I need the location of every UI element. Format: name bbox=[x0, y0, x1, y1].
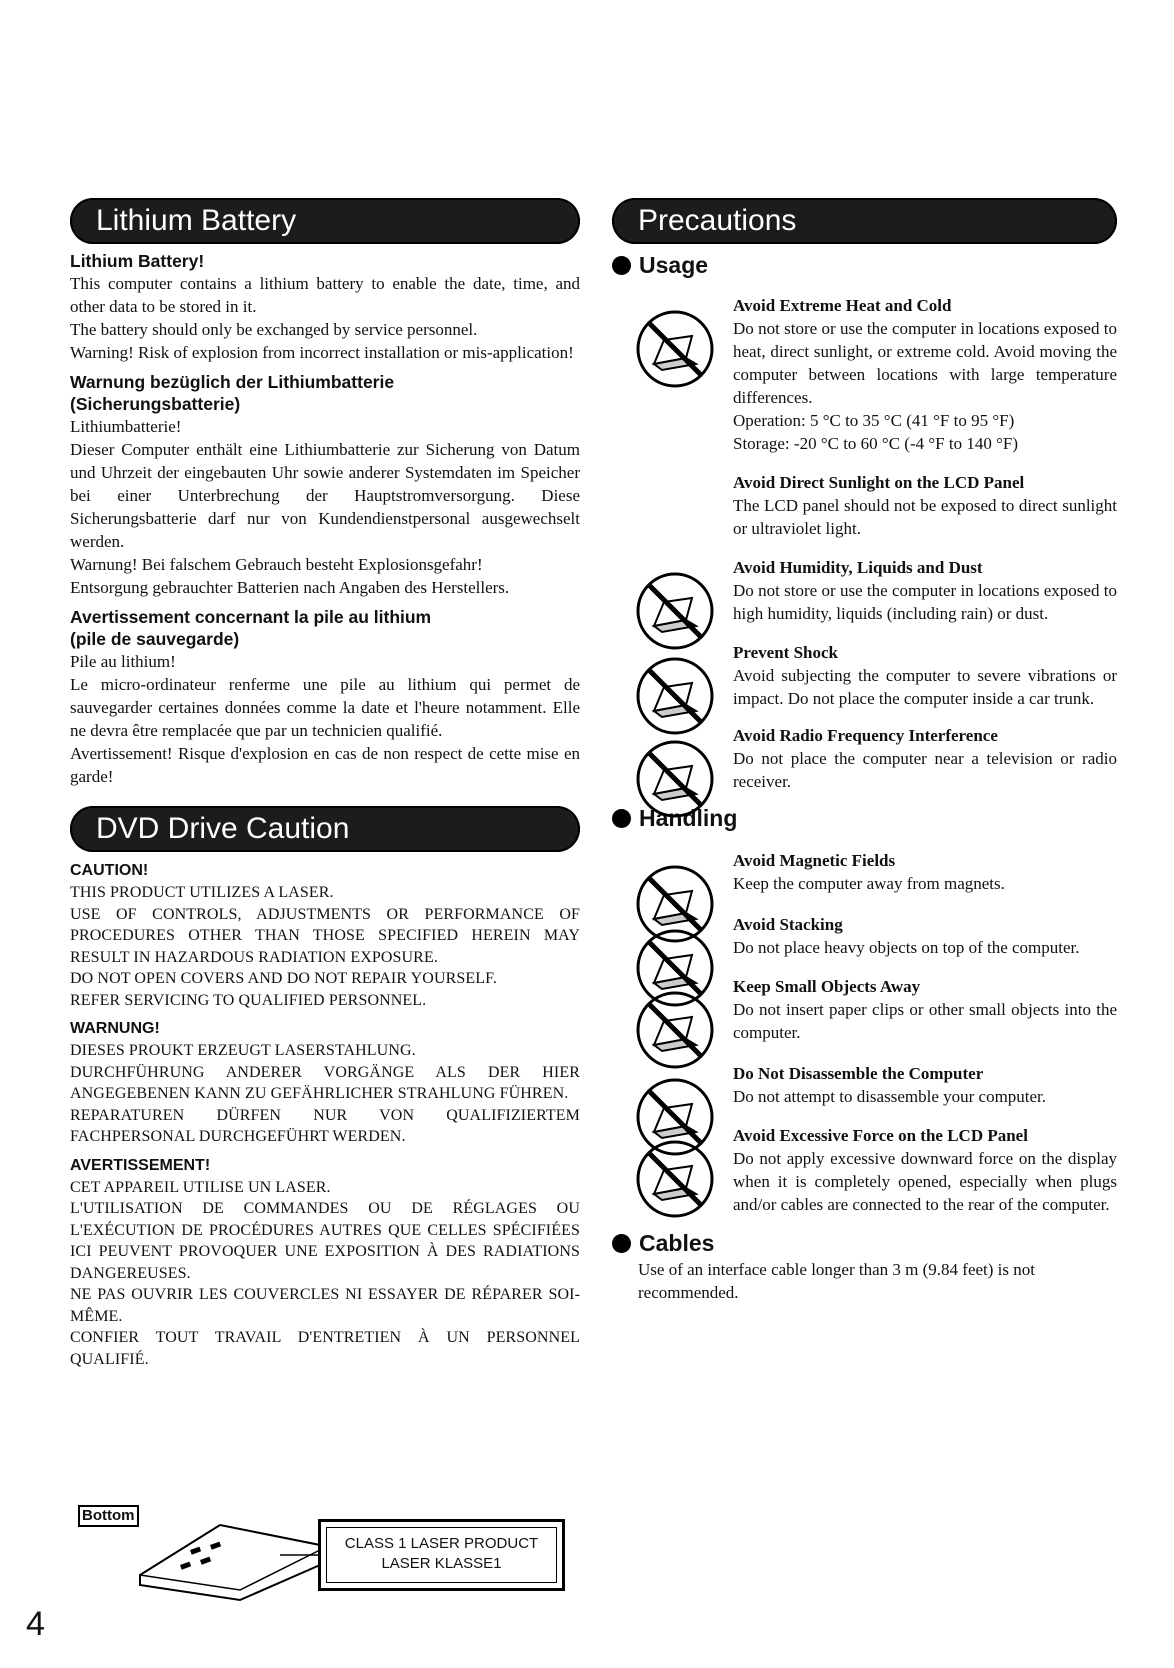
lithium-fr-line: Pile au lithium! bbox=[70, 652, 176, 671]
lithium-fr-line: Avertissement! Risque d'explosion en cas de non respect de cette mise en garde! bbox=[70, 744, 580, 786]
cables-heading-text: Cables bbox=[639, 1229, 715, 1256]
dvd-en-line: DO NOT OPEN COVERS AND DO NOT REPAIR YOURSELF. bbox=[70, 970, 497, 987]
lithium-en-title: Lithium Battery! bbox=[70, 251, 205, 271]
dvd-fr-line: CET APPAREIL UTILISE UN LASER. bbox=[70, 1178, 331, 1196]
handling-title: Avoid Magnetic Fields bbox=[733, 851, 896, 870]
lithium-de-line: Dieser Computer enthält eine Lithiumbatterie zur Sicherung von Datum und Uhrzeit der eingebauten Uhr sowie anderer Systemdaten im Speicher bei einer Unterbrechung der Hauptstromversorgung. Diese Sicherungsbatterie darf nur von Kundendienstpersonal ausgewechselt werden. bbox=[70, 440, 580, 551]
lithium-en-line: The battery should only be exchanged by service personnel. bbox=[70, 320, 478, 339]
lithium-en-line: This computer contains a lithium battery to enable the date, time, and other data to be stored in it. bbox=[70, 274, 580, 316]
right-column bbox=[612, 198, 1117, 1304]
dvd-en-line: THIS PRODUCT UTILIZES A LASER. bbox=[70, 884, 334, 901]
laser-class-inner bbox=[326, 1527, 557, 1583]
bullet-dot-icon bbox=[612, 1234, 631, 1253]
handling-list bbox=[612, 849, 1117, 1216]
precautions-banner: Precautions bbox=[612, 198, 1117, 244]
dvd-de-title: WARNUNG! bbox=[70, 1020, 160, 1037]
handling-item bbox=[612, 1062, 1117, 1108]
handling-item bbox=[612, 913, 1117, 959]
usage-item bbox=[612, 471, 1117, 540]
dvd-fr-line: NE PAS OUVRIR LES COUVERCLES NI ESSAYER DE RÉPARER SOI-MÊME. bbox=[70, 1286, 580, 1325]
dvd-de-line: REPARATUREN DÜRFEN NUR VON QUALIFIZIERTEM FACHPERSONAL DURCHGEFÜHRT WERDEN. bbox=[70, 1106, 580, 1145]
lithium-section bbox=[70, 250, 580, 788]
lithium-de-title-2: (Sicherungsbatterie) bbox=[70, 394, 241, 414]
dvd-en-line: USE OF CONTROLS, ADJUSTMENTS OR PERFORMANCE OF PROCEDURES OTHER THAN THOSE SPECIFIED HEREIN MAY RESULT IN HAZARDOUS RADIATION EXPOSURE. bbox=[70, 905, 580, 966]
bullet-dot-icon bbox=[612, 809, 631, 828]
lithium-de-line: Warnung! Bei falschem Gebrauch besteht Explosionsgefahr! bbox=[70, 555, 483, 574]
lithium-battery-banner: Lithium Battery bbox=[70, 198, 580, 244]
dvd-de-line: DURCHFÜHRUNG ANDERER VORGÄNGE ALS DER HIER ANGEGEBENEN KANN ZU GEFÄHRLICHER STRAHLUNG FÜHREN. bbox=[70, 1063, 580, 1102]
usage-title: Prevent Shock bbox=[733, 643, 838, 662]
usage-text: Storage: -20 °C to 60 °C (-4 °F to 140 °F) bbox=[733, 434, 1019, 453]
dvd-caution-banner: DVD Drive Caution bbox=[70, 806, 580, 852]
prohibition-icon bbox=[634, 570, 716, 652]
usage-heading bbox=[612, 250, 1117, 280]
lithium-fr-line: Le micro-ordinateur renferme une pile au lithium qui permet de sauvegarder certaines données comme la date et l'heure notamment. Elle ne devra être remplacée que par un technicien qualifié. bbox=[70, 675, 580, 740]
lithium-fr-title: Avertissement concernant la pile au lithium bbox=[70, 607, 432, 627]
bullet-dot-icon bbox=[612, 256, 631, 275]
prohibition-icon bbox=[634, 738, 716, 820]
handling-heading-text: Handling bbox=[639, 804, 738, 831]
usage-item bbox=[612, 294, 1117, 455]
laser-class-label bbox=[318, 1519, 565, 1591]
cables-text: Use of an interface cable longer than 3 m (9.84 feet) is not recommended. bbox=[638, 1260, 1035, 1302]
handling-item bbox=[612, 1124, 1117, 1216]
left-column bbox=[70, 198, 580, 1370]
lithium-fr-title-2: (pile de sauvegarde) bbox=[70, 629, 240, 649]
usage-title: Avoid Humidity, Liquids and Dust bbox=[733, 558, 983, 577]
dvd-fr-line: L'UTILISATION DE COMMANDES OU DE RÉGLAGES OU L'EXÉCUTION DE PROCÉDURES AUTRES QUE CELLES SPÉCIFIÉES ICI PEUVENT PROVOQUER UNE EXPOSITION À DES RADIATIONS DANGEREUSES. bbox=[70, 1200, 580, 1282]
usage-text: The LCD panel should not be exposed to direct sunlight or ultraviolet light. bbox=[733, 496, 1117, 538]
handling-text: Do not apply excessive downward force on the display when it is completely opened, especially when plugs and/or cables are connected to the rear of the computer. bbox=[733, 1149, 1117, 1214]
usage-text: Do not store or use the computer in locations exposed to heat, direct sunlight, or extreme cold. Avoid moving the computer between locations with large temperature differences. bbox=[733, 319, 1117, 407]
handling-text: Do not place heavy objects on top of the computer. bbox=[733, 938, 1080, 957]
usage-list bbox=[612, 294, 1117, 793]
bottom-label: Bottom bbox=[78, 1505, 139, 1527]
dvd-en-title: CAUTION! bbox=[70, 862, 149, 879]
usage-title: Avoid Radio Frequency Interference bbox=[733, 726, 998, 745]
laser-line-1: CLASS 1 LASER PRODUCT bbox=[344, 1535, 539, 1552]
prohibition-icon bbox=[634, 1138, 716, 1220]
dvd-section bbox=[70, 860, 580, 1370]
drive-illustration-icon bbox=[130, 1505, 330, 1605]
dvd-de-line: DIESES PROUKT ERZEUGT LASERSTAHLUNG. bbox=[70, 1042, 416, 1059]
dvd-fr-title: AVERTISSEMENT! bbox=[70, 1156, 211, 1174]
dvd-fr-line: CONFIER TOUT TRAVAIL D'ENTRETIEN À UN PERSONNEL QUALIFIÉ. bbox=[70, 1329, 580, 1368]
dvd-en-line: REFER SERVICING TO QUALIFIED PERSONNEL. bbox=[70, 991, 427, 1009]
usage-title: Avoid Extreme Heat and Cold bbox=[733, 296, 952, 315]
cables-heading bbox=[612, 1228, 1117, 1258]
prohibition-icon bbox=[634, 308, 716, 390]
handling-item bbox=[612, 849, 1117, 895]
usage-heading-text: Usage bbox=[639, 251, 709, 278]
handling-text: Do not insert paper clips or other small objects into the computer. bbox=[733, 1000, 1117, 1042]
handling-title: Avoid Stacking bbox=[733, 915, 843, 934]
usage-item bbox=[612, 724, 1117, 793]
handling-title: Avoid Excessive Force on the LCD Panel bbox=[733, 1126, 1028, 1145]
usage-title: Avoid Direct Sunlight on the LCD Panel bbox=[733, 473, 1025, 492]
handling-text: Do not attempt to disassemble your computer. bbox=[733, 1087, 1047, 1106]
lithium-de-title: Warnung bezüglich der Lithiumbatterie bbox=[70, 372, 395, 392]
usage-item bbox=[612, 641, 1117, 710]
usage-text: Avoid subjecting the computer to severe vibrations or impact. Do not place the computer inside a car trunk. bbox=[733, 666, 1117, 708]
handling-item bbox=[612, 975, 1117, 1044]
handling-title: Do Not Disassemble the Computer bbox=[733, 1064, 984, 1083]
usage-text: Operation: 5 °C to 35 °C (41 °F to 95 °F) bbox=[733, 411, 1015, 430]
usage-text: Do not store or use the computer in locations exposed to high humidity, liquids (including rain) or dust. bbox=[733, 581, 1117, 623]
handling-text: Keep the computer away from magnets. bbox=[733, 874, 1005, 893]
usage-text: Do not place the computer near a television or radio receiver. bbox=[733, 749, 1117, 791]
lithium-de-line: Entsorgung gebrauchter Batterien nach Angaben des Herstellers. bbox=[70, 578, 510, 597]
laser-line-2: LASER KLASSE1 bbox=[381, 1555, 502, 1572]
lithium-en-line: Warning! Risk of explosion from incorrect installation or mis-application! bbox=[70, 343, 574, 362]
prohibition-icon bbox=[634, 989, 716, 1071]
lithium-de-line: Lithiumbatterie! bbox=[70, 417, 182, 436]
page-number: 4 bbox=[26, 1605, 45, 1643]
handling-title: Keep Small Objects Away bbox=[733, 977, 921, 996]
usage-item bbox=[612, 556, 1117, 625]
